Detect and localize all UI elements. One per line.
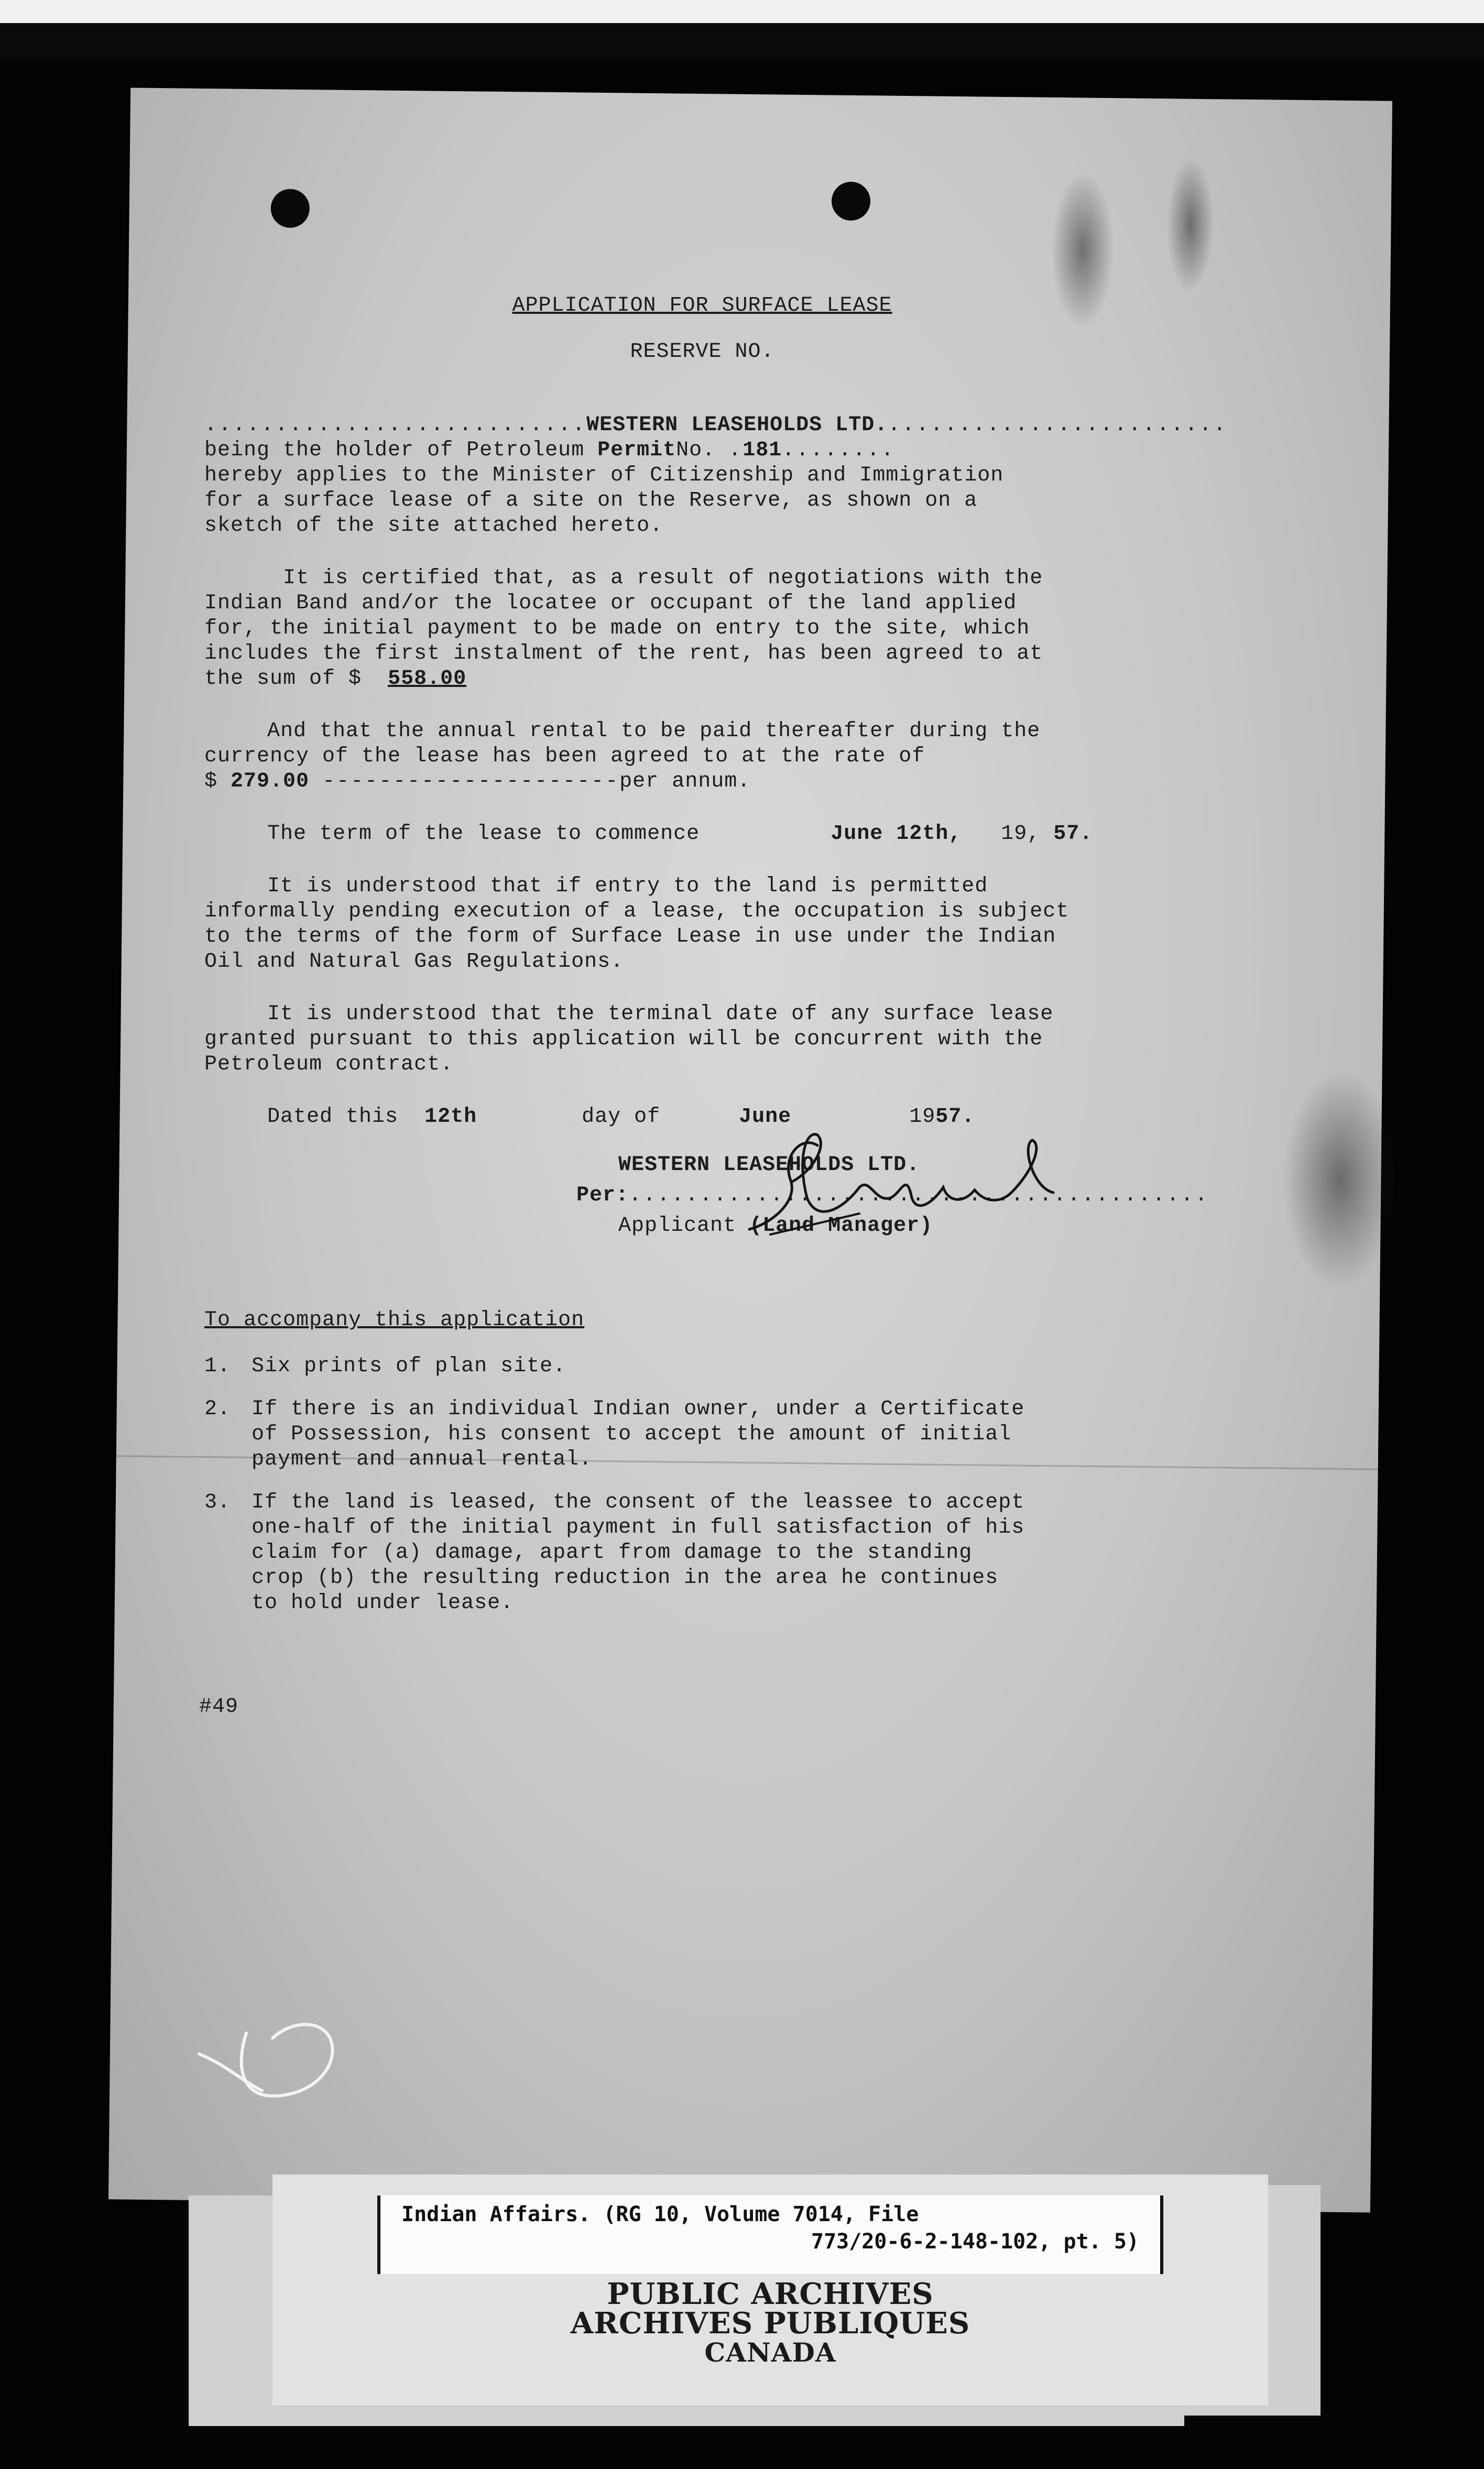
punch-hole-left bbox=[270, 189, 310, 228]
terminal-date-paragraph: It is understood that the terminal date of any surface lease granted pursuant to this application will be concurrent with the Petroleum contract. bbox=[204, 1002, 1054, 1076]
per-line: Per:......................................... bbox=[576, 1184, 1209, 1207]
archive-label-card bbox=[272, 2175, 1268, 2405]
archives-stamp-line3: CANADA bbox=[704, 2337, 836, 2368]
holder-line: being the holder of Petroleum PermitNo. .181........ bbox=[204, 439, 896, 462]
stain-top-right-2 bbox=[1166, 156, 1215, 293]
archive-reference-line2: 773/20-6-2-148-102, pt. 5) bbox=[811, 2230, 1139, 2254]
archive-reference-line1: Indian Affairs. (RG 10, Volume 7014, File bbox=[401, 2202, 919, 2226]
signing-company: WESTERN LEASEHOLDS LTD. bbox=[618, 1153, 920, 1177]
punch-hole-center bbox=[832, 182, 871, 221]
archives-stamp-line2: ARCHIVES PUBLIQUES bbox=[570, 2306, 970, 2341]
application-form bbox=[199, 293, 1228, 1720]
list-item: 3. If the land is leased, the consent of the leassee to accept one-half of the initial payment in full satisfaction of his claim for (a) damage, apart from damage to the standing crop (b) the resulting reduction in the area he continues to hold under lease. bbox=[204, 1491, 1025, 1615]
accompany-list bbox=[204, 1354, 1032, 1616]
accompany-section bbox=[204, 1308, 1200, 1616]
certified-paragraph: It is certified that, as a result of negotiations with the Indian Band and/or the locatee or occupant of the land applied for, the initial payment to be made on entry to the site, which includes the first instalment of the rent, has been agreed to at the sum of $ 558.00 bbox=[204, 566, 1200, 692]
handwritten-scribble bbox=[194, 2002, 351, 2106]
signature-block bbox=[204, 1145, 1209, 1261]
applicant-block bbox=[204, 413, 1228, 539]
archives-stamp bbox=[272, 2279, 1268, 2367]
applicant-line: Applicant (Land Manager) bbox=[618, 1214, 933, 1238]
dated-day: 12th bbox=[424, 1105, 477, 1129]
applicant-role: (Land Manager) bbox=[749, 1214, 933, 1238]
initial-payment-line: the sum of $ 558.00 bbox=[204, 667, 467, 691]
permit-number: 181 bbox=[743, 439, 782, 462]
holder-type: Permit bbox=[597, 439, 676, 462]
page-number-mark: #49 bbox=[199, 1695, 239, 1719]
rental-paragraph: And that the annual rental to be paid thereafter during the currency of the lease has been agreed to at the rate of $ 279.00 ---------------------per annum. bbox=[204, 719, 1200, 794]
annual-rental-amount: 279.00 bbox=[231, 770, 310, 793]
archive-reference bbox=[377, 2195, 1163, 2274]
list-item: 2. If there is an individual Indian owner, under a Certificate of Possession, his consent to accept the amount of initial payment and annual rental. bbox=[204, 1397, 1025, 1471]
lease-term-line: The term of the lease to commence June 12th, 19, 57. bbox=[267, 822, 1093, 846]
handwritten-signature bbox=[739, 1124, 1085, 1250]
dated-year: 57. bbox=[935, 1105, 975, 1129]
annual-rental-line: $ 279.00 ---------------------per annum. bbox=[204, 770, 751, 793]
reserve-number-label: RESERVE NO. bbox=[630, 340, 774, 364]
accompany-heading: To accompany this application bbox=[204, 1308, 585, 1332]
film-edge bbox=[0, 0, 1484, 58]
company-name-line: ...........................WESTERN LEASEHOLDS LTD......................... bbox=[204, 413, 1228, 437]
company-name: WESTERN LEASEHOLDS LTD. bbox=[586, 413, 888, 437]
stain-right-edge bbox=[1281, 1069, 1399, 1291]
applies-line: hereby applies to the Minister of Citizenship and Immigration bbox=[204, 464, 1004, 487]
dated-month: June bbox=[739, 1105, 792, 1129]
surface-lease-line: for a surface lease of a site on the Reserve, as shown on a bbox=[204, 489, 978, 512]
archives-stamp-line1: PUBLIC ARCHIVES bbox=[607, 2277, 934, 2311]
lease-start-date: June 12th, bbox=[831, 822, 962, 846]
lease-start-year: 57. bbox=[1053, 822, 1093, 846]
page-title: APPLICATION FOR SURFACE LEASE bbox=[512, 294, 892, 318]
sketch-line: sketch of the site attached hereto. bbox=[204, 514, 663, 538]
entry-paragraph: It is understood that if entry to the land is permitted informally pending execution of a lease, the occupation is subject to the terms of the form of Surface Lease in use under the Indian Oil and Natural Gas Regulations. bbox=[204, 875, 1070, 974]
list-item: 1. Six prints of plan site. bbox=[204, 1354, 566, 1378]
dated-line: Dated this 12th day of June 1957. bbox=[267, 1105, 975, 1129]
initial-payment-amount: 558.00 bbox=[388, 667, 467, 691]
